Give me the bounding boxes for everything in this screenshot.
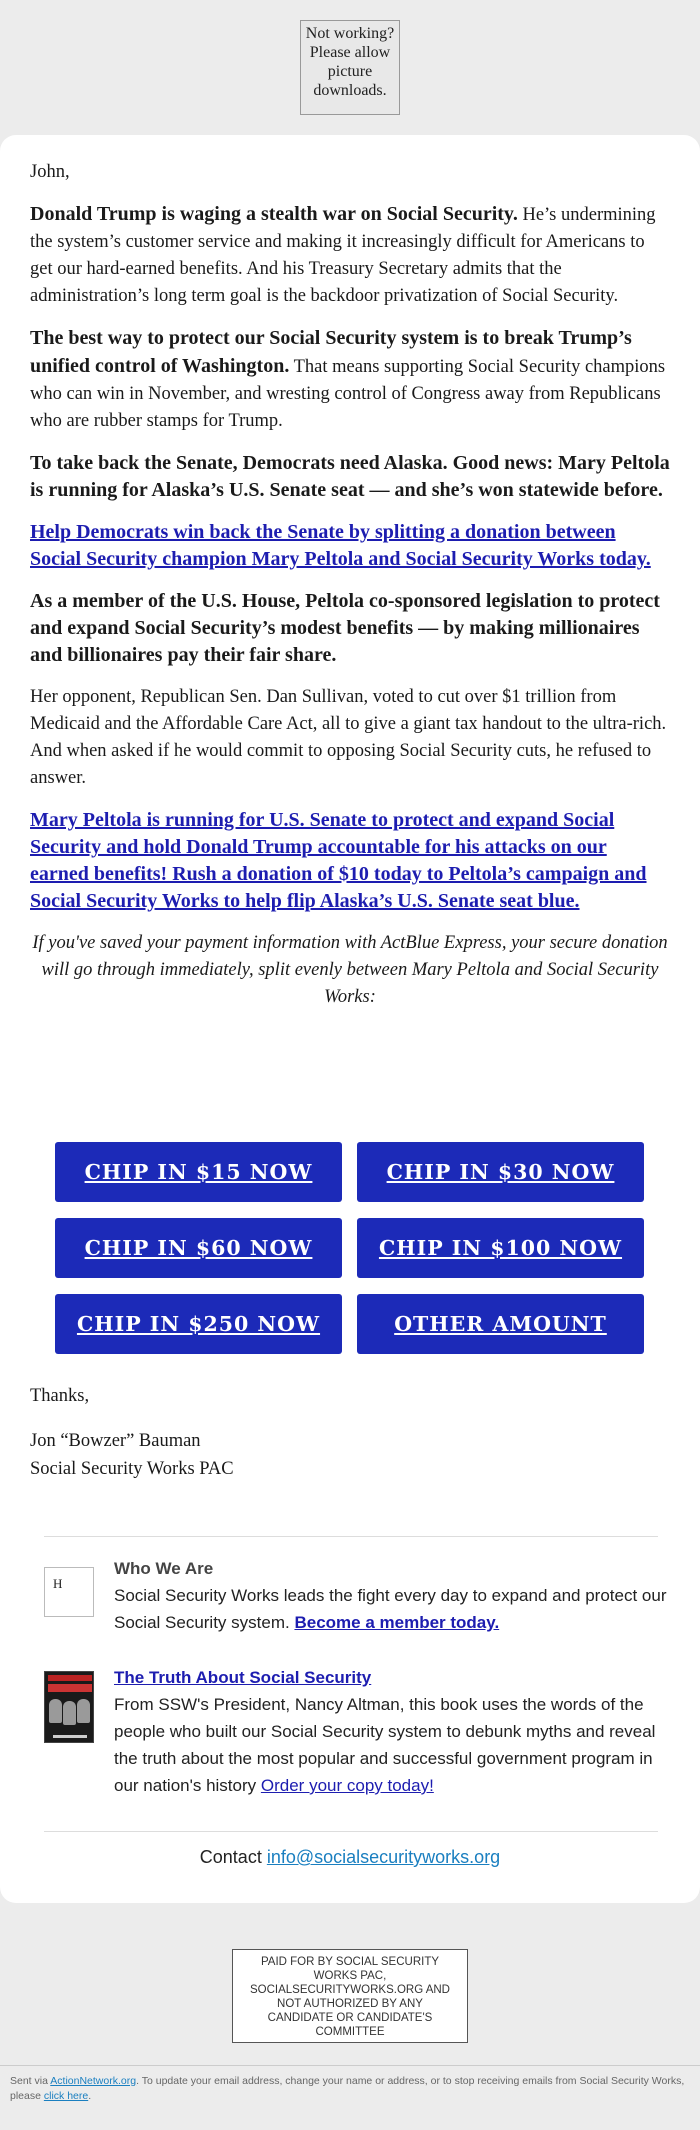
donate-link-1[interactable]: Help Democrats win back the Senate by splitting a donation between Social Security champion Mary Peltola and Social Security Works today. bbox=[30, 521, 651, 570]
book-cover-image bbox=[44, 1671, 94, 1743]
actblue-express-note: If you've saved your payment information with ActBlue Express, your secure donation will go through immediately, split evenly between Mary Peltola and Social Security Works: bbox=[32, 933, 668, 1007]
signoff-org: Social Security Works PAC bbox=[30, 1459, 234, 1479]
paragraph-2-text: That means supporting Social Security champions who can win in November, and wresting control of Congress away from Republicans who are rubber stamps for Trump. bbox=[30, 357, 666, 431]
paid-for-disclaimer: PAID FOR BY SOCIAL SECURITY WORKS PAC, SOCIALSECURITYWORKS.ORG AND NOT AUTHORIZED BY ANY CANDIDATE OR CANDIDATE'S COMMITTEE bbox=[232, 1949, 468, 2043]
paragraph-1-text: He’s undermining the system’s customer service and making it increasingly difficult for Americans to get our hard-earned benefits. And his Treasury Secretary admits that the administration’s long term goal is the backdoor privatization of Social Security. bbox=[30, 205, 656, 306]
signoff bbox=[30, 1382, 234, 1483]
bottom-divider bbox=[0, 2065, 700, 2066]
book-text: From SSW's President, Nancy Altman, this book uses the words of the people who built our Social Security system to debunk myths and reveal the truth about the most popular and successful government program in our nation's history Order your copy today! bbox=[114, 1695, 656, 1795]
book-section bbox=[44, 1664, 664, 1804]
paragraph-1 bbox=[30, 201, 670, 310]
chip-in-30-button[interactable]: CHIP IN $30 NOW bbox=[357, 1142, 644, 1202]
click-here-link[interactable]: click here bbox=[43, 2090, 89, 2102]
email-card bbox=[0, 135, 700, 1903]
header-image-placeholder: Not working? Please allow picture downloads. bbox=[300, 20, 400, 115]
donate-link-2[interactable]: Mary Peltola is running for U.S. Senate to protect and expand Social Security and hold Donald Trump accountable for his attacks on our earned benefits! Rush a donation of $10 today to Peltola’s campaign and Social Security Works to help flip Alaska’s U.S. Senate seat blue. bbox=[30, 809, 647, 912]
greeting: John, bbox=[30, 162, 70, 182]
paragraph-3-bold: To take back the Senate, Democrats need Alaska. Good news: Mary Peltola is running for Alaska’s U.S. Senate seat — and she’s won statewide before. bbox=[30, 452, 670, 501]
paragraph-2-bold: The best way to protect our Social Security system is to break Trump’s unified control of Washington. bbox=[30, 327, 632, 377]
footer-divider-2 bbox=[44, 1831, 658, 1832]
paragraph-1-bold: Donald Trump is waging a stealth war on Social Security. bbox=[30, 203, 518, 225]
paragraph-2 bbox=[30, 325, 670, 435]
signoff-thanks: Thanks, bbox=[30, 1386, 90, 1406]
chip-in-250-button[interactable]: CHIP IN $250 NOW bbox=[55, 1294, 342, 1354]
chip-in-60-button[interactable]: CHIP IN $60 NOW bbox=[55, 1218, 342, 1278]
chip-in-15-button[interactable]: CHIP IN $15 NOW bbox=[55, 1142, 342, 1202]
paragraph-4-bold: As a member of the U.S. House, Peltola co-sponsored legislation to protect and expand Social Security’s modest benefits — by making millionaires and billionaires pay their fair share. bbox=[30, 590, 660, 666]
order-copy-link[interactable]: Order your copy today! bbox=[260, 1776, 434, 1795]
contact-email-link[interactable]: info@socialsecurityworks.org bbox=[266, 1847, 501, 1867]
ssw-logo-placeholder: H bbox=[44, 1567, 94, 1617]
become-member-link[interactable]: Become a member today. bbox=[294, 1613, 500, 1632]
who-we-are-title: Who We Are bbox=[114, 1559, 214, 1578]
letter-body bbox=[30, 159, 670, 1026]
paragraph-5: Her opponent, Republican Sen. Dan Sullivan, voted to cut over $1 trillion from Medicaid and the Affordable Care Act, all to give a giant tax handout to the ultra-rich. And when asked if he would commit to opposing Social Security cuts, he refused to answer. bbox=[30, 687, 667, 788]
who-we-are-section bbox=[44, 1555, 667, 1645]
other-amount-button[interactable]: OTHER AMOUNT bbox=[357, 1294, 644, 1354]
who-we-are-text: Social Security Works leads the fight every day to expand and protect our Social Security system. Become a member today. bbox=[114, 1586, 667, 1632]
action-network-link[interactable]: ActionNetwork.org bbox=[50, 2075, 137, 2087]
signoff-name: Jon “Bowzer” Bauman bbox=[30, 1431, 201, 1451]
chip-in-100-button[interactable]: CHIP IN $100 NOW bbox=[357, 1218, 644, 1278]
book-title-link[interactable]: The Truth About Social Security bbox=[114, 1668, 372, 1687]
footer-divider bbox=[44, 1536, 658, 1537]
unsubscribe-text: Sent via ActionNetwork.org. To update your email address, change your name or address, or to stop receiving emails from Social Security Works, please click here. bbox=[10, 2075, 685, 2102]
contact-line: Contact info@socialsecurityworks.org bbox=[199, 1847, 501, 1867]
